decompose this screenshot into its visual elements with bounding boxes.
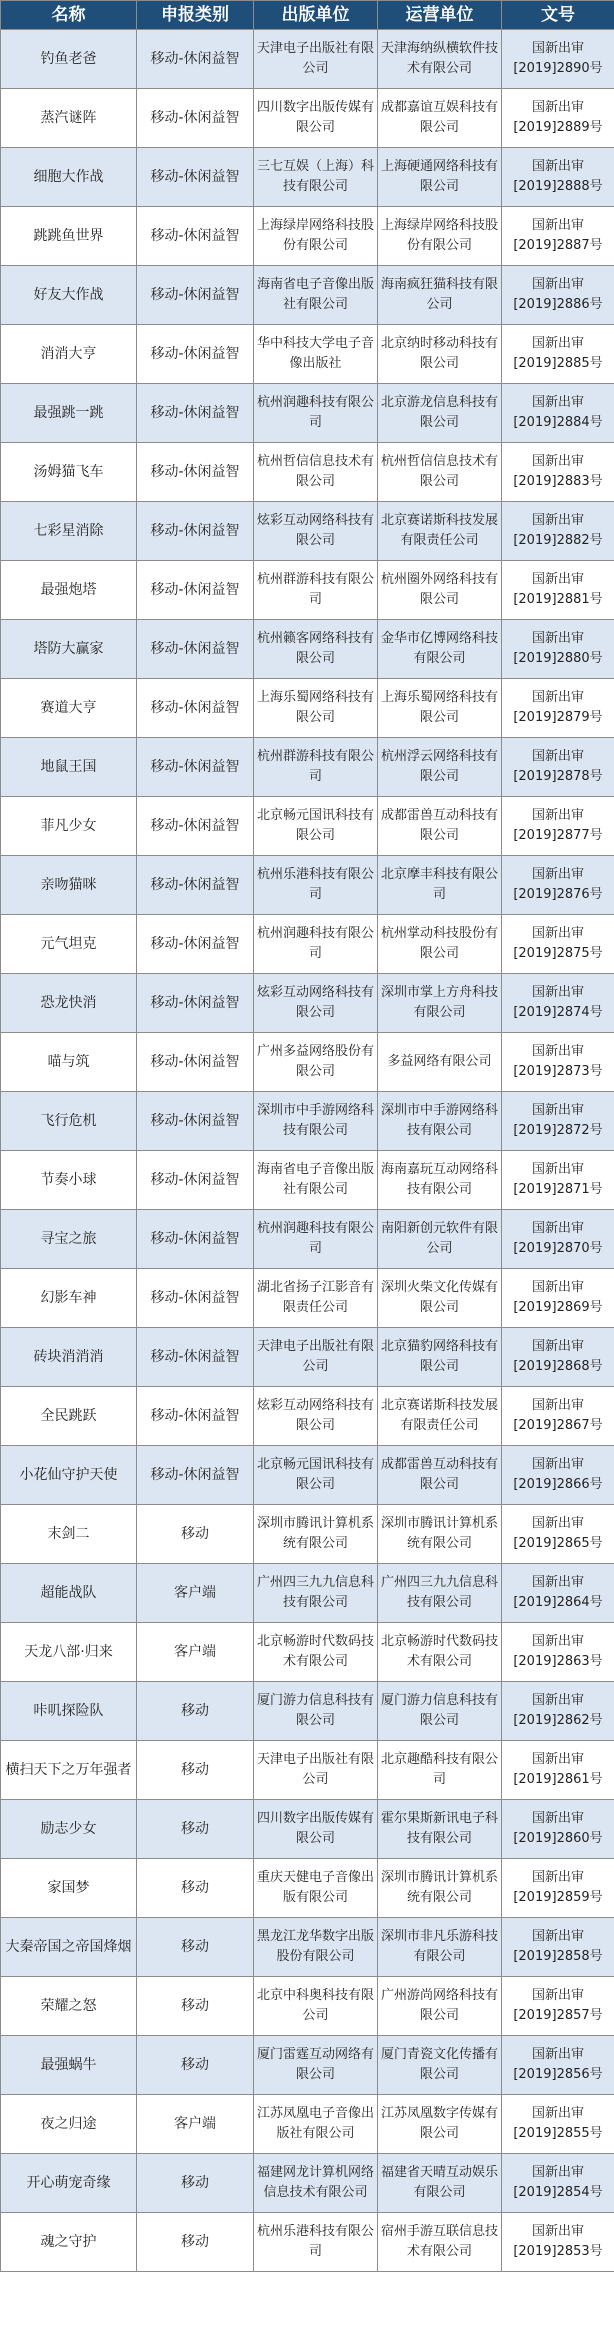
operator-cell: 江苏凤凰数字传媒有限公司 (378, 2095, 502, 2154)
game-name-cell: 夜之归途 (1, 2095, 137, 2154)
table-row (1, 1800, 614, 1859)
doc-number-cell: 国新出审[2019]2861号 (502, 1741, 614, 1800)
doc-number-cell: 国新出审[2019]2864号 (502, 1564, 614, 1623)
category-cell: 移动-休闲益智 (137, 266, 254, 325)
game-name-cell: 小花仙守护天使 (1, 1446, 137, 1505)
operator-cell: 北京趣酷科技有限公司 (378, 1741, 502, 1800)
category-cell: 移动-休闲益智 (137, 1151, 254, 1210)
publisher-cell: 杭州群游科技有限公司 (254, 738, 378, 797)
game-name-cell: 最强跳一跳 (1, 384, 137, 443)
table-row (1, 1623, 614, 1682)
category-cell: 移动-休闲益智 (137, 1446, 254, 1505)
publisher-cell: 杭州润趣科技有限公司 (254, 384, 378, 443)
category-cell: 移动-休闲益智 (137, 1033, 254, 1092)
doc-number-cell: 国新出审[2019]2885号 (502, 325, 614, 384)
game-name-cell: 咔叽探险队 (1, 1682, 137, 1741)
category-cell: 移动 (137, 1800, 254, 1859)
operator-cell: 北京赛诺斯科技发展有限责任公司 (378, 1387, 502, 1446)
category-cell: 移动-休闲益智 (137, 915, 254, 974)
category-cell: 移动-休闲益智 (137, 738, 254, 797)
table-row (1, 1210, 614, 1269)
table-row (1, 797, 614, 856)
doc-number-cell: 国新出审[2019]2868号 (502, 1328, 614, 1387)
table-row (1, 2154, 614, 2213)
game-name-cell: 元气坦克 (1, 915, 137, 974)
game-name-cell: 跳跳鱼世界 (1, 207, 137, 266)
table-row (1, 915, 614, 974)
operator-cell: 上海绿岸网络科技股份有限公司 (378, 207, 502, 266)
publisher-cell: 江苏凤凰电子音像出版社有限公司 (254, 2095, 378, 2154)
operator-cell: 北京畅游时代数码技术有限公司 (378, 1623, 502, 1682)
game-name-cell: 消消大亨 (1, 325, 137, 384)
doc-number-cell: 国新出审[2019]2879号 (502, 679, 614, 738)
game-name-cell: 励志少女 (1, 1800, 137, 1859)
operator-cell: 深圳市非凡乐游科技有限公司 (378, 1918, 502, 1977)
operator-cell: 深圳市腾讯计算机系统有限公司 (378, 1859, 502, 1918)
category-cell: 客户端 (137, 1623, 254, 1682)
doc-number-cell: 国新出审[2019]2863号 (502, 1623, 614, 1682)
operator-cell: 杭州圈外网络科技有限公司 (378, 561, 502, 620)
table-row (1, 384, 614, 443)
doc-number-cell: 国新出审[2019]2871号 (502, 1151, 614, 1210)
table-row (1, 1918, 614, 1977)
operator-cell: 金华市亿博网络科技有限公司 (378, 620, 502, 679)
publisher-cell: 杭州群游科技有限公司 (254, 561, 378, 620)
publisher-cell: 上海乐蜀网络科技有限公司 (254, 679, 378, 738)
doc-number-cell: 国新出审[2019]2855号 (502, 2095, 614, 2154)
operator-cell: 厦门游力信息科技有限公司 (378, 1682, 502, 1741)
publisher-cell: 杭州润趣科技有限公司 (254, 1210, 378, 1269)
category-cell: 移动-休闲益智 (137, 443, 254, 502)
game-name-cell: 家国梦 (1, 1859, 137, 1918)
publisher-cell: 福建网龙计算机网络信息技术有限公司 (254, 2154, 378, 2213)
publisher-cell: 上海绿岸网络科技股份有限公司 (254, 207, 378, 266)
game-name-cell: 蒸汽谜阵 (1, 89, 137, 148)
operator-cell: 上海硬通网络科技有限公司 (378, 148, 502, 207)
operator-cell: 北京游龙信息科技有限公司 (378, 384, 502, 443)
table-header (1, 1, 614, 30)
publisher-cell: 广州四三九九信息科技有限公司 (254, 1564, 378, 1623)
doc-number-cell: 国新出审[2019]2883号 (502, 443, 614, 502)
game-name-cell: 魂之守护 (1, 2213, 137, 2272)
operator-cell: 深圳市腾讯计算机系统有限公司 (378, 1505, 502, 1564)
table-row (1, 679, 614, 738)
doc-number-cell: 国新出审[2019]2853号 (502, 2213, 614, 2272)
doc-number-cell: 国新出审[2019]2867号 (502, 1387, 614, 1446)
table-row (1, 325, 614, 384)
publisher-cell: 北京畅游时代数码技术有限公司 (254, 1623, 378, 1682)
publisher-cell: 杭州籁客网络科技有限公司 (254, 620, 378, 679)
category-cell: 移动-休闲益智 (137, 148, 254, 207)
game-name-cell: 横扫天下之万年强者 (1, 1741, 137, 1800)
category-cell: 移动-休闲益智 (137, 1328, 254, 1387)
doc-number-cell: 国新出审[2019]2858号 (502, 1918, 614, 1977)
game-name-cell: 最强炮塔 (1, 561, 137, 620)
operator-cell: 深圳市中手游网络科技有限公司 (378, 1092, 502, 1151)
game-name-cell: 恐龙快消 (1, 974, 137, 1033)
table-row (1, 561, 614, 620)
category-cell: 移动-休闲益智 (137, 325, 254, 384)
publisher-cell: 深圳市中手游网络科技有限公司 (254, 1092, 378, 1151)
operator-cell: 北京纳时移动科技有限公司 (378, 325, 502, 384)
category-cell: 移动-休闲益智 (137, 89, 254, 148)
category-cell: 移动-休闲益智 (137, 1210, 254, 1269)
doc-number-cell: 国新出审[2019]2880号 (502, 620, 614, 679)
doc-number-cell: 国新出审[2019]2882号 (502, 502, 614, 561)
doc-number-cell: 国新出审[2019]2876号 (502, 856, 614, 915)
operator-cell: 福建省天晴互动娱乐有限公司 (378, 2154, 502, 2213)
game-name-cell: 开心萌宠奇缘 (1, 2154, 137, 2213)
publisher-cell: 湖北省扬子江影音有限责任公司 (254, 1269, 378, 1328)
publisher-cell: 华中科技大学电子音像出版社 (254, 325, 378, 384)
game-name-cell: 最强蜗牛 (1, 2036, 137, 2095)
game-name-cell: 塔防大赢家 (1, 620, 137, 679)
doc-number-cell: 国新出审[2019]2865号 (502, 1505, 614, 1564)
table-row (1, 974, 614, 1033)
game-name-cell: 细胞大作战 (1, 148, 137, 207)
category-cell: 移动-休闲益智 (137, 1387, 254, 1446)
operator-cell: 杭州哲信信息技术有限公司 (378, 443, 502, 502)
publisher-cell: 三七互娱（上海）科技有限公司 (254, 148, 378, 207)
table-row (1, 148, 614, 207)
game-name-cell: 幻影车神 (1, 1269, 137, 1328)
table-row (1, 1328, 614, 1387)
table-row (1, 1977, 614, 2036)
header-doc-number: 文号 (502, 1, 614, 30)
category-cell: 移动 (137, 1741, 254, 1800)
doc-number-cell: 国新出审[2019]2869号 (502, 1269, 614, 1328)
operator-cell: 上海乐蜀网络科技有限公司 (378, 679, 502, 738)
operator-cell: 杭州掌动科技股份有限公司 (378, 915, 502, 974)
table-row (1, 1564, 614, 1623)
game-name-cell: 末剑二 (1, 1505, 137, 1564)
operator-cell: 厦门青瓷文化传播有限公司 (378, 2036, 502, 2095)
doc-number-cell: 国新出审[2019]2887号 (502, 207, 614, 266)
operator-cell: 北京摩丰科技有限公司 (378, 856, 502, 915)
publisher-cell: 杭州乐港科技有限公司 (254, 2213, 378, 2272)
game-name-cell: 天龙八部·归来 (1, 1623, 137, 1682)
publisher-cell: 天津电子出版社有限公司 (254, 1741, 378, 1800)
publisher-cell: 黑龙江龙华数字出版股份有限公司 (254, 1918, 378, 1977)
table-row (1, 2095, 614, 2154)
game-name-cell: 超能战队 (1, 1564, 137, 1623)
doc-number-cell: 国新出审[2019]2857号 (502, 1977, 614, 2036)
category-cell: 移动 (137, 1859, 254, 1918)
doc-number-cell: 国新出审[2019]2862号 (502, 1682, 614, 1741)
table-row (1, 1682, 614, 1741)
table-row (1, 620, 614, 679)
category-cell: 客户端 (137, 1564, 254, 1623)
table-row (1, 266, 614, 325)
doc-number-cell: 国新出审[2019]2870号 (502, 1210, 614, 1269)
publisher-cell: 天津电子出版社有限公司 (254, 30, 378, 89)
table-row (1, 1741, 614, 1800)
game-name-cell: 亲吻猫咪 (1, 856, 137, 915)
doc-number-cell: 国新出审[2019]2872号 (502, 1092, 614, 1151)
operator-cell: 成都嘉谊互娱科技有限公司 (378, 89, 502, 148)
table-row (1, 1092, 614, 1151)
category-cell: 移动-休闲益智 (137, 1269, 254, 1328)
publisher-cell: 炫彩互动网络科技有限公司 (254, 502, 378, 561)
operator-cell: 北京猫豹网络科技有限公司 (378, 1328, 502, 1387)
table-row (1, 207, 614, 266)
table-row (1, 738, 614, 797)
category-cell: 移动 (137, 1977, 254, 2036)
operator-cell: 宿州手游互联信息技术有限公司 (378, 2213, 502, 2272)
category-cell: 移动 (137, 1682, 254, 1741)
publisher-cell: 厦门雷霆互动网络有限公司 (254, 2036, 378, 2095)
category-cell: 移动-休闲益智 (137, 620, 254, 679)
game-name-cell: 荣耀之怒 (1, 1977, 137, 2036)
publisher-cell: 杭州润趣科技有限公司 (254, 915, 378, 974)
category-cell: 客户端 (137, 2095, 254, 2154)
publisher-cell: 杭州乐港科技有限公司 (254, 856, 378, 915)
table-row (1, 1859, 614, 1918)
operator-cell: 广州游尚网络科技有限公司 (378, 1977, 502, 2036)
game-name-cell: 节奏小球 (1, 1151, 137, 1210)
table-body (1, 30, 614, 2272)
publisher-cell: 天津电子出版社有限公司 (254, 1328, 378, 1387)
header-publisher: 出版单位 (254, 1, 378, 30)
category-cell: 移动-休闲益智 (137, 679, 254, 738)
table-row (1, 30, 614, 89)
operator-cell: 多益网络有限公司 (378, 1033, 502, 1092)
operator-cell: 南阳新创元软件有限公司 (378, 1210, 502, 1269)
operator-cell: 北京赛诺斯科技发展有限责任公司 (378, 502, 502, 561)
header-name: 名称 (1, 1, 137, 30)
doc-number-cell: 国新出审[2019]2856号 (502, 2036, 614, 2095)
table-row (1, 1151, 614, 1210)
game-name-cell: 汤姆猫飞车 (1, 443, 137, 502)
doc-number-cell: 国新出审[2019]2866号 (502, 1446, 614, 1505)
category-cell: 移动 (137, 1918, 254, 1977)
doc-number-cell: 国新出审[2019]2877号 (502, 797, 614, 856)
category-cell: 移动 (137, 1505, 254, 1564)
publisher-cell: 四川数字出版传媒有限公司 (254, 1800, 378, 1859)
table-row (1, 2036, 614, 2095)
doc-number-cell: 国新出审[2019]2859号 (502, 1859, 614, 1918)
doc-number-cell: 国新出审[2019]2886号 (502, 266, 614, 325)
doc-number-cell: 国新出审[2019]2889号 (502, 89, 614, 148)
table-row (1, 1505, 614, 1564)
category-cell: 移动-休闲益智 (137, 797, 254, 856)
publisher-cell: 厦门游力信息科技有限公司 (254, 1682, 378, 1741)
publisher-cell: 重庆天健电子音像出版有限公司 (254, 1859, 378, 1918)
game-name-cell: 七彩星消除 (1, 502, 137, 561)
category-cell: 移动-休闲益智 (137, 207, 254, 266)
category-cell: 移动 (137, 2036, 254, 2095)
header-category: 申报类别 (137, 1, 254, 30)
game-name-cell: 寻宝之旅 (1, 1210, 137, 1269)
game-name-cell: 钓鱼老爸 (1, 30, 137, 89)
operator-cell: 广州四三九九信息科技有限公司 (378, 1564, 502, 1623)
table-row (1, 1033, 614, 1092)
game-name-cell: 菲凡少女 (1, 797, 137, 856)
table-row (1, 1269, 614, 1328)
category-cell: 移动-休闲益智 (137, 856, 254, 915)
publisher-cell: 北京中科奥科技有限公司 (254, 1977, 378, 2036)
publisher-cell: 广州多益网络股份有限公司 (254, 1033, 378, 1092)
doc-number-cell: 国新出审[2019]2878号 (502, 738, 614, 797)
table-row (1, 89, 614, 148)
operator-cell: 成都雷兽互动科技有限公司 (378, 797, 502, 856)
doc-number-cell: 国新出审[2019]2874号 (502, 974, 614, 1033)
doc-number-cell: 国新出审[2019]2884号 (502, 384, 614, 443)
game-name-cell: 好友大作战 (1, 266, 137, 325)
publisher-cell: 北京畅元国讯科技有限公司 (254, 797, 378, 856)
game-name-cell: 全民跳跃 (1, 1387, 137, 1446)
category-cell: 移动-休闲益智 (137, 384, 254, 443)
operator-cell: 成都雷兽互动科技有限公司 (378, 1446, 502, 1505)
game-name-cell: 大秦帝国之帝国烽烟 (1, 1918, 137, 1977)
category-cell: 移动-休闲益智 (137, 502, 254, 561)
table-row (1, 856, 614, 915)
category-cell: 移动-休闲益智 (137, 1092, 254, 1151)
doc-number-cell: 国新出审[2019]2860号 (502, 1800, 614, 1859)
operator-cell: 海南疯狂猫科技有限公司 (378, 266, 502, 325)
table-row (1, 502, 614, 561)
game-name-cell: 赛道大亨 (1, 679, 137, 738)
game-name-cell: 地鼠王国 (1, 738, 137, 797)
doc-number-cell: 国新出审[2019]2881号 (502, 561, 614, 620)
operator-cell: 杭州浮云网络科技有限公司 (378, 738, 502, 797)
publisher-cell: 海南省电子音像出版社有限公司 (254, 266, 378, 325)
category-cell: 移动 (137, 2154, 254, 2213)
table-row (1, 1387, 614, 1446)
game-name-cell: 喵与筑 (1, 1033, 137, 1092)
category-cell: 移动 (137, 2213, 254, 2272)
category-cell: 移动-休闲益智 (137, 974, 254, 1033)
doc-number-cell: 国新出审[2019]2873号 (502, 1033, 614, 1092)
operator-cell: 霍尔果斯新讯电子科技有限公司 (378, 1800, 502, 1859)
operator-cell: 深圳市掌上方舟科技有限公司 (378, 974, 502, 1033)
doc-number-cell: 国新出审[2019]2854号 (502, 2154, 614, 2213)
publisher-cell: 炫彩互动网络科技有限公司 (254, 1387, 378, 1446)
table-row (1, 1446, 614, 1505)
publisher-cell: 炫彩互动网络科技有限公司 (254, 974, 378, 1033)
header-row (1, 1, 614, 30)
header-operator: 运营单位 (378, 1, 502, 30)
game-name-cell: 飞行危机 (1, 1092, 137, 1151)
doc-number-cell: 国新出审[2019]2888号 (502, 148, 614, 207)
game-name-cell: 砖块消消消 (1, 1328, 137, 1387)
category-cell: 移动-休闲益智 (137, 561, 254, 620)
operator-cell: 深圳火柴文化传媒有限公司 (378, 1269, 502, 1328)
table-row (1, 2213, 614, 2272)
doc-number-cell: 国新出审[2019]2890号 (502, 30, 614, 89)
publisher-cell: 北京畅元国讯科技有限公司 (254, 1446, 378, 1505)
publisher-cell: 深圳市腾讯计算机系统有限公司 (254, 1505, 378, 1564)
operator-cell: 天津海纳纵横软件技术有限公司 (378, 30, 502, 89)
category-cell: 移动-休闲益智 (137, 30, 254, 89)
doc-number-cell: 国新出审[2019]2875号 (502, 915, 614, 974)
publisher-cell: 四川数字出版传媒有限公司 (254, 89, 378, 148)
publisher-cell: 杭州哲信信息技术有限公司 (254, 443, 378, 502)
operator-cell: 海南嘉玩互动网络科技有限公司 (378, 1151, 502, 1210)
publisher-cell: 海南省电子音像出版社有限公司 (254, 1151, 378, 1210)
table-row (1, 443, 614, 502)
